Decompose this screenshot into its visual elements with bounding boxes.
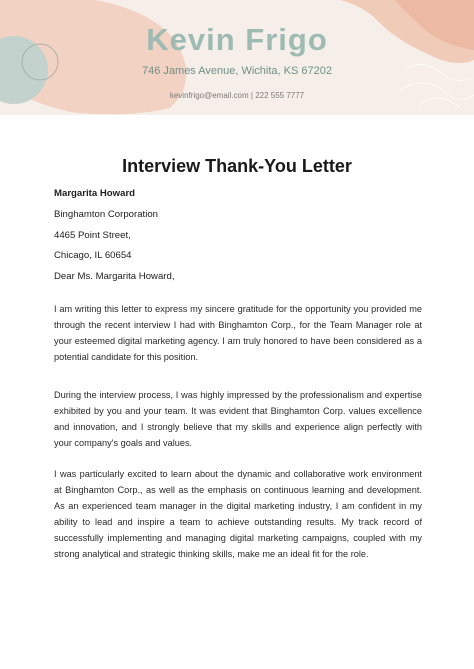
paragraph-2: During the interview process, I was highly impressed by the professionalism and expertise exhibited by you and your team. It was evident that Binghamton Corp. values excellence and innovation, and I strongly believe that my skills and experience align perfectly with your company's goals and values. bbox=[54, 390, 422, 448]
letter-title: Interview Thank-You Letter bbox=[122, 156, 352, 176]
sender-name: Kevin Frigo bbox=[146, 22, 328, 57]
recipient-company: Binghamton Corporation bbox=[54, 209, 158, 220]
sender-contact: kevinfrigo@email.com | 222 555 7777 bbox=[169, 91, 305, 100]
recipient-city: Chicago, IL 60654 bbox=[54, 250, 132, 261]
paragraph-3: I was particularly excited to learn about the dynamic and collaborative work environment at Binghamton Corp., as well as the emphasis on continuous learning and development. As an experienced team manager in the digital marketing industry, I am confident in my ability to lead and inspire a team to achieve outstanding results. My track record of successfully implementing and managing digital marketing campaigns, coupled with my strong analytical and strategic thinking skills, make me an ideal fit for the role. bbox=[54, 469, 422, 559]
paragraph-1: I am writing this letter to express my sincere gratitude for the opportunity you provided me through the recent interview I had with Binghamton Corp., for the Team Manager role at your esteemed digital marketing agency. I am truly honored to have been considered as a potential candidate for this position. bbox=[54, 304, 422, 362]
salutation: Dear Ms. Margarita Howard, bbox=[54, 271, 175, 282]
recipient-street: 4465 Point Street, bbox=[54, 230, 131, 241]
letterhead bbox=[0, 0, 474, 115]
sender-address: 746 James Avenue, Wichita, KS 67202 bbox=[142, 65, 332, 77]
recipient-name: Margarita Howard bbox=[54, 188, 136, 199]
